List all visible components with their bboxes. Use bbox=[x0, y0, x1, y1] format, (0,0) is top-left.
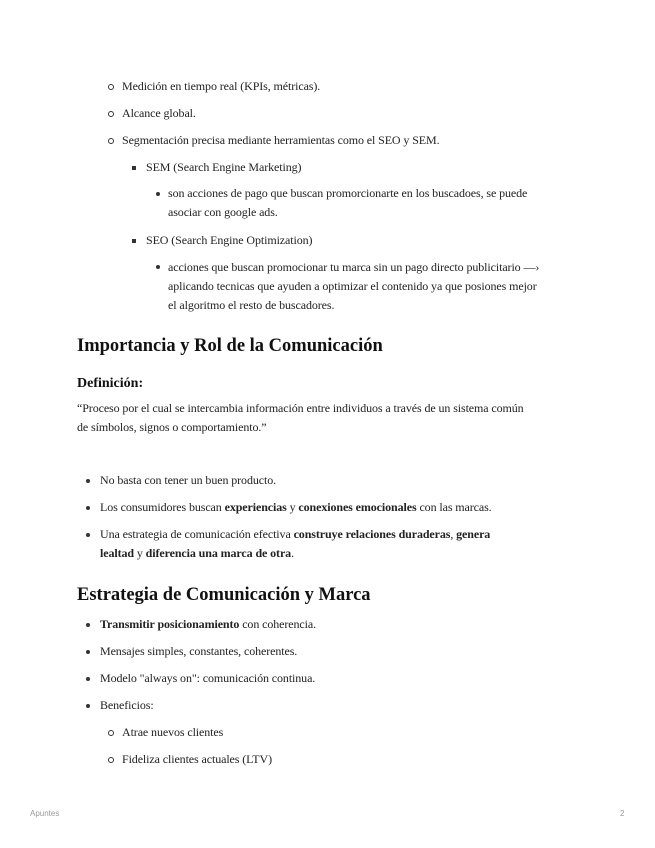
list-item-continuation bbox=[100, 544, 294, 563]
list-bullet-disc bbox=[156, 265, 160, 269]
bold-text: Transmitir posicionamiento bbox=[100, 617, 240, 631]
list-item: Fideliza clientes actuales (LTV) bbox=[122, 752, 272, 766]
footer-title: Apuntes bbox=[30, 809, 60, 818]
list-bullet-circle bbox=[108, 84, 114, 90]
text-run: con las marcas. bbox=[416, 500, 492, 514]
page-number: 2 bbox=[620, 809, 625, 818]
list-bullet-disc bbox=[86, 677, 90, 681]
seo-desc-line: el algoritmo el resto de buscadores. bbox=[168, 298, 335, 312]
list-item: Atrae nuevos clientes bbox=[122, 725, 224, 739]
list-item: Medición en tiempo real (KPIs, métricas). bbox=[122, 79, 321, 93]
list-bullet-circle bbox=[108, 730, 114, 736]
list-item: Beneficios: bbox=[100, 698, 154, 712]
list-item bbox=[100, 498, 492, 517]
list-bullet-circle bbox=[108, 111, 114, 117]
text-run: con coherencia. bbox=[239, 617, 316, 631]
list-item bbox=[100, 615, 316, 634]
bold-text: diferencia una marca de otra bbox=[145, 546, 292, 560]
list-item: Segmentación precisa mediante herramientas como el SEO y SEM. bbox=[122, 133, 440, 147]
text-run: . bbox=[291, 546, 294, 560]
sem-desc-line: son acciones de pago que buscan promorcionarte en los buscadoes, se puede bbox=[168, 186, 528, 200]
text-run: Una estrategia de comunicación efectiva bbox=[100, 527, 294, 541]
list-bullet-square bbox=[132, 166, 136, 170]
bold-text: lealtad bbox=[100, 546, 134, 560]
subheading: Definición: bbox=[77, 376, 144, 391]
bold-text: genera bbox=[456, 527, 491, 541]
sem-label: SEM (Search Engine Marketing) bbox=[146, 160, 302, 174]
text-run: y bbox=[286, 500, 299, 514]
list-item: Alcance global. bbox=[122, 106, 196, 120]
list-bullet-disc bbox=[86, 623, 90, 627]
list-bullet-disc bbox=[156, 192, 160, 196]
list-item: No basta con tener un buen producto. bbox=[100, 473, 277, 487]
list-bullet-disc bbox=[86, 479, 90, 483]
list-bullet-disc bbox=[86, 650, 90, 654]
text-run: Los consumidores buscan bbox=[100, 500, 225, 514]
list-bullet-disc bbox=[86, 533, 90, 537]
section-heading: Estrategia de Comunicación y Marca bbox=[77, 585, 371, 605]
list-bullet-circle bbox=[108, 757, 114, 763]
list-bullet-disc bbox=[86, 704, 90, 708]
seo-desc-line: aplicando tecnicas que ayuden a optimizar el contenido ya que posiones mejor bbox=[168, 279, 537, 293]
text-run: y bbox=[133, 546, 146, 560]
list-item bbox=[100, 525, 490, 544]
list-item: Mensajes simples, constantes, coherentes. bbox=[100, 644, 298, 658]
seo-desc-line: acciones que buscan promocionar tu marca sin un pago directo publicitario —› bbox=[168, 260, 540, 274]
section-heading: Importancia y Rol de la Comunicación bbox=[77, 336, 383, 356]
list-bullet-disc bbox=[86, 506, 90, 510]
sem-desc-line: asociar con google ads. bbox=[168, 205, 278, 219]
list-bullet-square bbox=[132, 239, 136, 243]
bold-text: conexiones emocionales bbox=[298, 500, 417, 514]
bold-text: construye relaciones duraderas bbox=[293, 527, 451, 541]
definition-quote-line: “Proceso por el cual se intercambia información entre individuos a través de un sistema común bbox=[77, 401, 524, 415]
definition-quote-line: de símbolos, signos o comportamiento.” bbox=[77, 420, 267, 434]
list-item: Modelo "always on": comunicación continua. bbox=[100, 671, 316, 685]
seo-label: SEO (Search Engine Optimization) bbox=[146, 233, 313, 247]
list-bullet-circle bbox=[108, 138, 114, 144]
bold-text: experiencias bbox=[224, 500, 287, 514]
text-run: , bbox=[450, 527, 457, 541]
